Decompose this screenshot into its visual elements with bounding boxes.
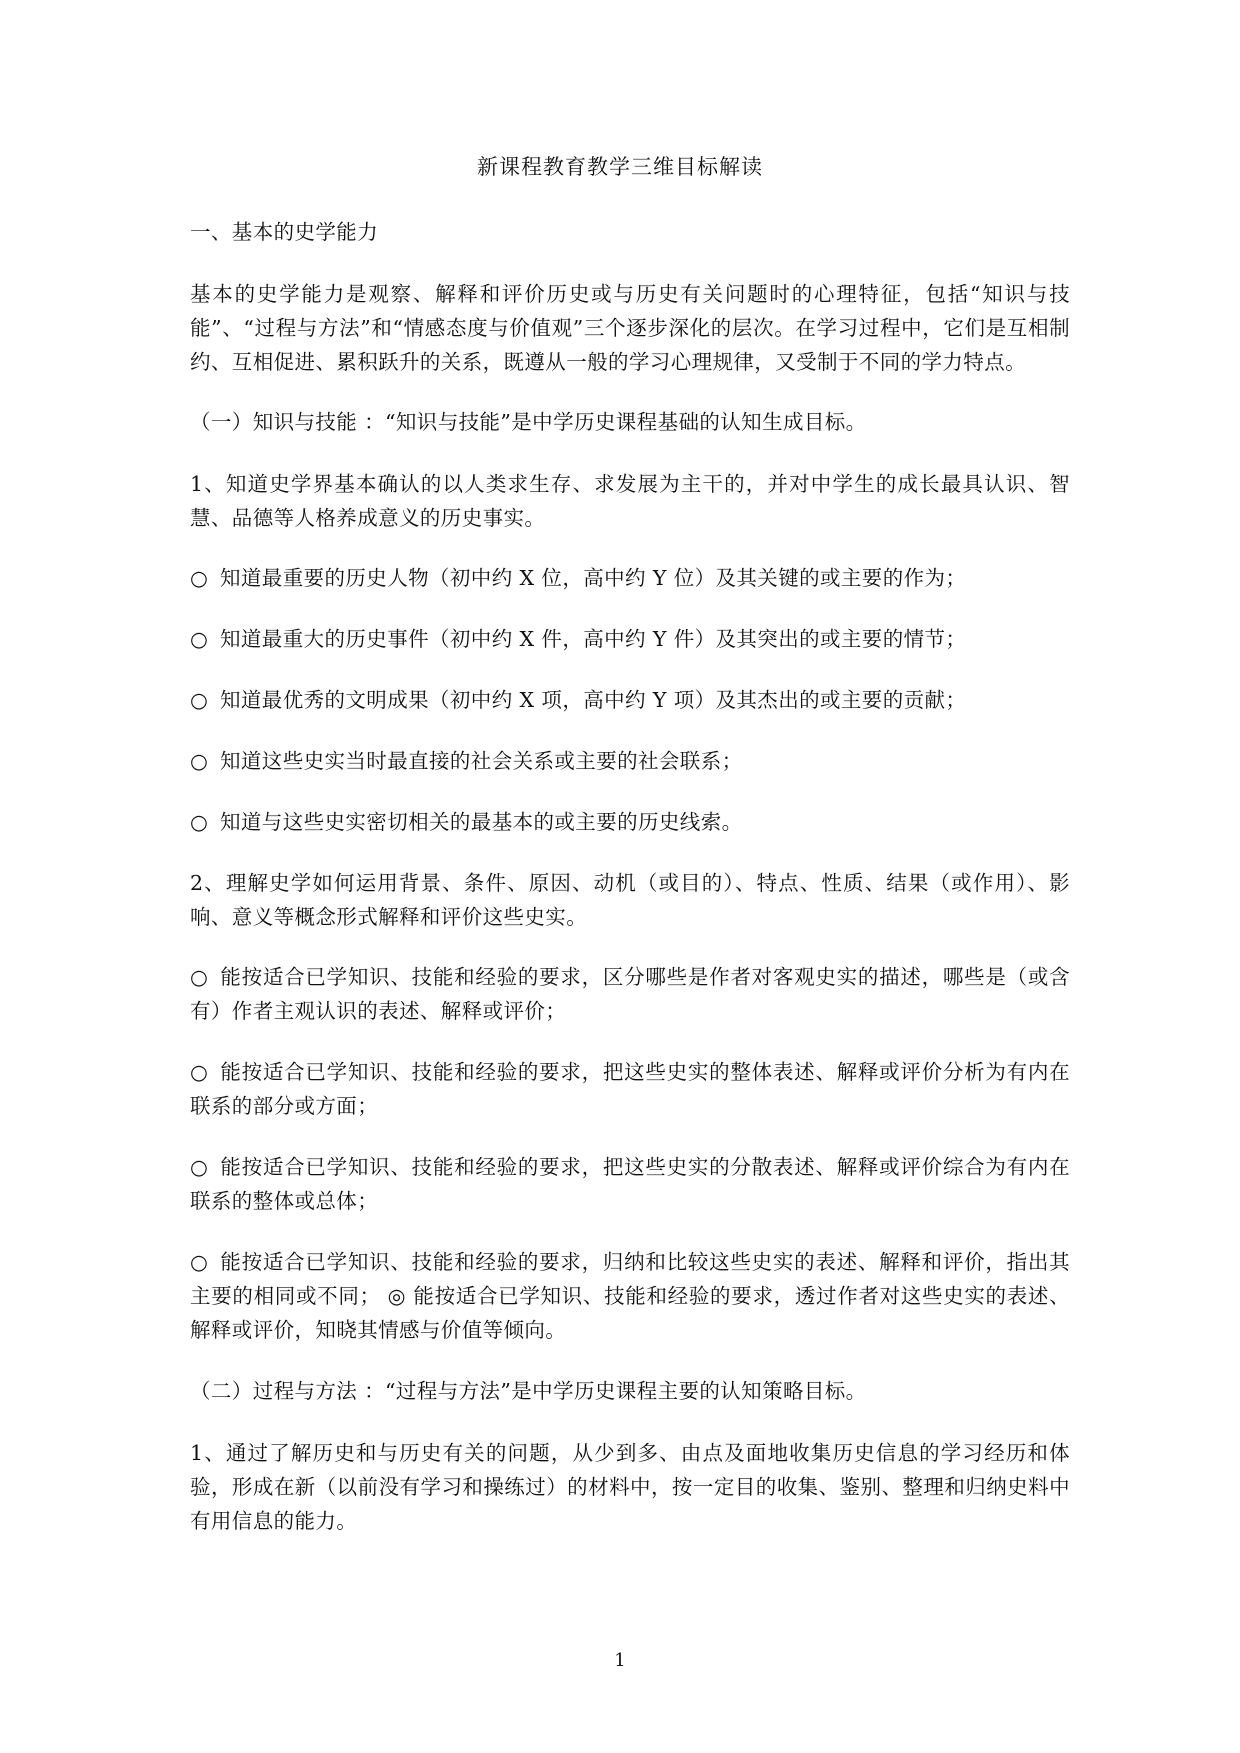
circle-bullet-icon: ○ bbox=[190, 688, 209, 712]
bullet-text: 能按适合已学知识、技能和经验的要求，归纳和比较这些史实的表述、解释和评价，指出其主要的相同或不同； ◎ 能按适合已学知识、技能和经验的要求，透过作者对这些史实的表述、解释或评价，知晓其情感与价值等倾向。 bbox=[190, 1250, 1070, 1342]
bullet-item bbox=[190, 744, 1070, 778]
circle-bullet-icon: ○ bbox=[190, 810, 209, 834]
item-3-paragraph: 1、通过了解历史和与历史有关的问题，从少到多、由点及面地收集历史信息的学习经历和体验，形成在新（以前没有学习和操练过）的材料中，按一定目的收集、鉴别、整理和归纳史料中有用信息的能力。 bbox=[190, 1441, 1070, 1533]
bullet-item bbox=[190, 683, 1070, 717]
bullet-text: 能按适合已学知识、技能和经验的要求，区分哪些是作者对客观史实的描述，哪些是（或含有）作者主观认识的表述、解释或评价； bbox=[190, 965, 1070, 1023]
page-number: 1 bbox=[614, 1650, 626, 1671]
intro-paragraph: 基本的史学能力是观察、解释和评价历史或与历史有关问题时的心理特征，包括“知识与技能”、“过程与方法”和“情感态度与价值观”三个逐步深化的层次。在学习过程中，它们是互相制约、互相促进、累积跃升的关系，既遵从一般的学习心理规律，又受制于不同的学力特点。 bbox=[190, 282, 1070, 374]
bullet-item bbox=[190, 960, 1070, 1028]
bullet-item bbox=[190, 805, 1070, 839]
bullet-text: 能按适合已学知识、技能和经验的要求，把这些史实的分散表述、解释或评价综合为有内在联系的整体或总体； bbox=[190, 1155, 1070, 1213]
document-body bbox=[190, 215, 1070, 1564]
subsection-heading-knowledge: （一）知识与技能 ：“知识与技能”是中学历史课程基础的认知生成目标。 bbox=[190, 410, 867, 434]
bullet-text: 能按适合已学知识、技能和经验的要求，把这些史实的整体表述、解释或评价分析为有内在联系的部分或方面； bbox=[190, 1060, 1070, 1118]
bullet-text: 知道最优秀的文明成果（初中约 X 项，高中约 Y 项）及其杰出的或主要的贡献； bbox=[220, 688, 967, 712]
circle-bullet-icon: ○ bbox=[190, 1155, 209, 1179]
bullet-item bbox=[190, 1150, 1070, 1218]
bullet-item bbox=[190, 1245, 1070, 1347]
circle-bullet-icon: ○ bbox=[190, 627, 209, 651]
circle-bullet-icon: ○ bbox=[190, 1060, 209, 1084]
bullet-item bbox=[190, 561, 1070, 595]
bullet-text: 知道最重大的历史事件（初中约 X 件，高中约 Y 件）及其突出的或主要的情节； bbox=[220, 627, 967, 651]
bullet-text: 知道与这些史实密切相关的最基本的或主要的历史线索。 bbox=[220, 810, 743, 834]
item-2-paragraph: 2、理解史学如何运用背景、条件、原因、动机（或目的）、特点、性质、结果（或作用）、影响、意义等概念形式解释和评价这些史实。 bbox=[190, 871, 1070, 929]
section-heading: 一、基本的史学能力 bbox=[190, 220, 379, 244]
circle-bullet-icon: ○ bbox=[190, 965, 209, 989]
document-title: 新课程教育教学三维目标解读 bbox=[477, 155, 763, 179]
bullet-item bbox=[190, 1055, 1070, 1123]
item-1-paragraph: 1、知道史学界基本确认的以人类求生存、求发展为主干的，并对中学生的成长最具认识、智慧、品德等人格养成意义的历史事实。 bbox=[190, 472, 1070, 530]
bullet-text: 知道最重要的历史人物（初中约 X 位，高中约 Y 位）及其关键的或主要的作为； bbox=[220, 566, 967, 590]
bullet-text: 知道这些史实当时最直接的社会关系或主要的社会联系； bbox=[220, 749, 743, 773]
circle-bullet-icon: ○ bbox=[190, 566, 209, 590]
circle-bullet-icon: ○ bbox=[190, 749, 209, 773]
circle-bullet-icon: ○ bbox=[190, 1250, 209, 1274]
subsection-heading-process: （二）过程与方法 ：“过程与方法”是中学历史课程主要的认知策略目标。 bbox=[190, 1379, 867, 1403]
bullet-item bbox=[190, 622, 1070, 656]
